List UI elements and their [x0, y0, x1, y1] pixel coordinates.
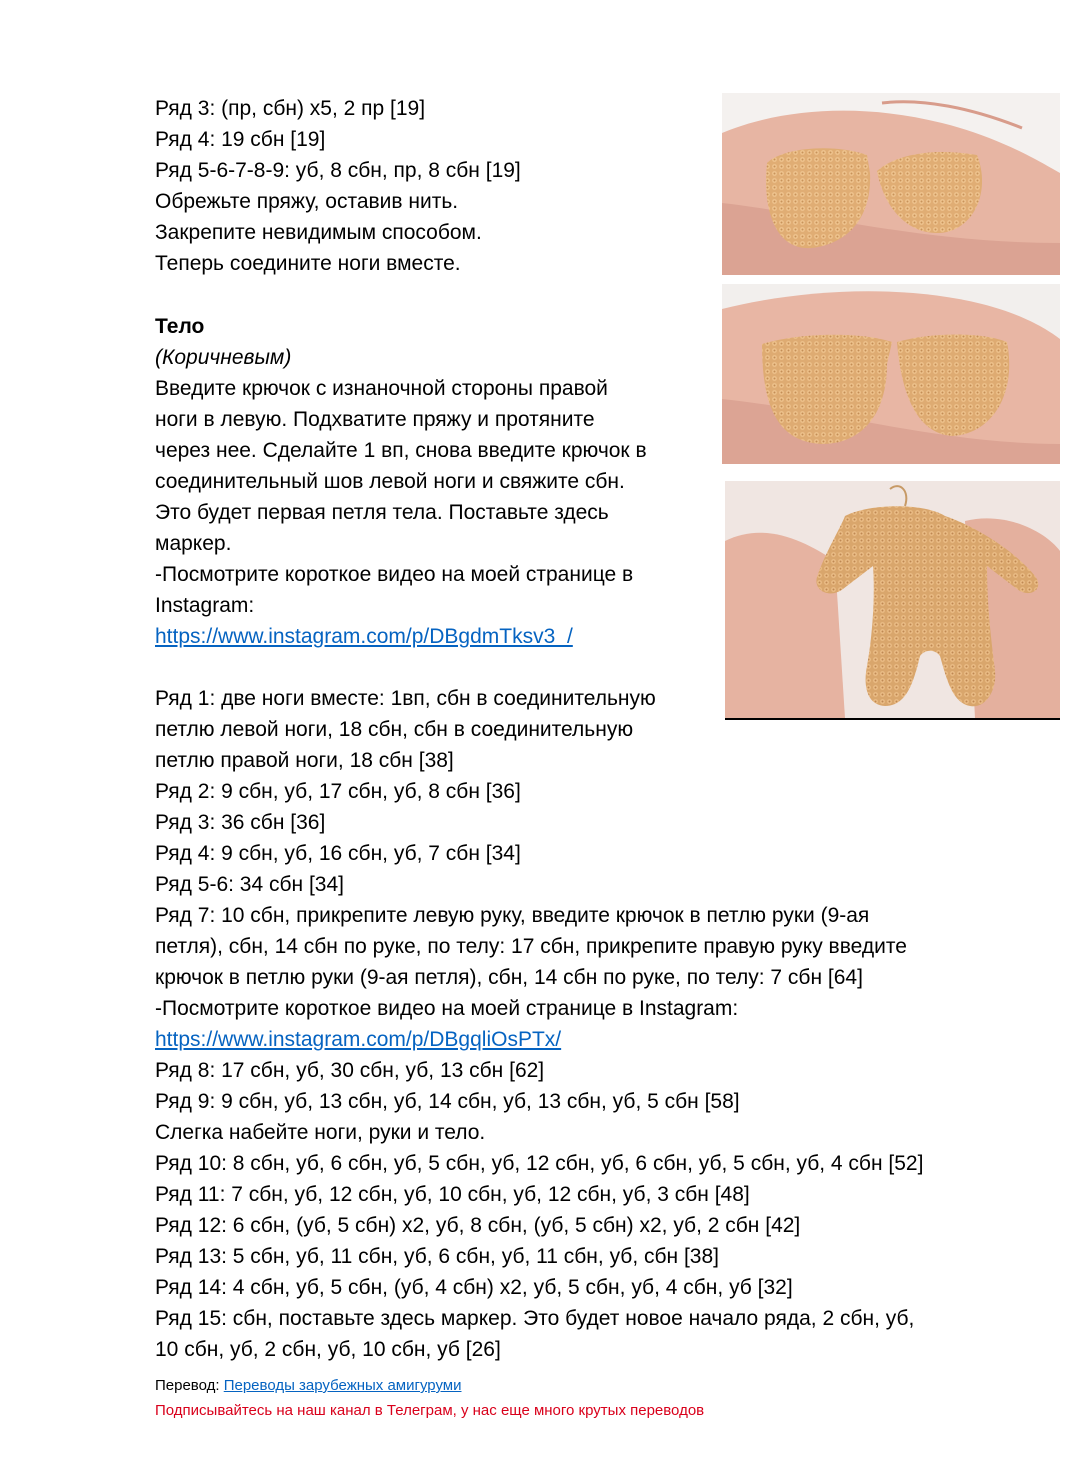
text-line: Ряд 7: 10 сбн, прикрепите левую руку, введите крючок в петлю руки (9-ая — [155, 904, 870, 927]
text-line: маркер. — [155, 532, 232, 555]
section-subtitle: (Коричневым) — [155, 346, 292, 369]
text-line: Ряд 4: 19 сбн [19] — [155, 128, 326, 151]
text-line: Ряд 2: 9 сбн, уб, 17 сбн, уб, 8 сбн [36] — [155, 780, 521, 803]
text-line: петлю правой ноги, 18 сбн [38] — [155, 749, 454, 772]
instagram-link-1[interactable]: https://www.instagram.com/p/DBgdmTksv3_/ — [155, 625, 573, 648]
photo-legs-top — [722, 93, 1060, 275]
text-line: Слегка набейте ноги, руки и тело. — [155, 1121, 486, 1144]
text-line: Ряд 3: (пр, сбн) х5, 2 пр [19] — [155, 97, 426, 120]
instagram-link-2[interactable]: https://www.instagram.com/p/DBgqliOsPTx/ — [155, 1028, 562, 1051]
translation-credit — [155, 1375, 462, 1397]
text-line: петля), сбн, 14 сбн по руке, по телу: 17 сбн, прикрепите правую руку введите — [155, 935, 907, 958]
text-line: Ряд 9: 9 сбн, уб, 13 сбн, уб, 14 сбн, уб, 13 сбн, уб, 5 сбн [58] — [155, 1090, 740, 1113]
text-line: Ряд 14: 4 сбн, уб, 5 сбн, (уб, 4 сбн) х2, уб, 5 сбн, уб, 4 сбн, уб [32] — [155, 1276, 793, 1299]
text-line: -Посмотрите короткое видео на моей странице в — [155, 563, 634, 586]
text-line: Теперь соедините ноги вместе. — [155, 252, 461, 275]
text-line: крючок в петлю руки (9-ая петля), сбн, 14 сбн по руке, по телу: 7 сбн [64] — [155, 966, 863, 989]
text-line: Ряд 8: 17 сбн, уб, 30 сбн, уб, 13 сбн [62] — [155, 1059, 545, 1082]
text-line: Ряд 10: 8 сбн, уб, 6 сбн, уб, 5 сбн, уб, 12 сбн, уб, 6 сбн, уб, 5 сбн, уб, 4 сбн [52] — [155, 1152, 924, 1175]
text-line: Ряд 1: две ноги вместе: 1вп, сбн в соединительную — [155, 687, 656, 710]
photo-legs-joined — [722, 284, 1060, 464]
translation-link[interactable]: Переводы зарубежных амигуруми — [223, 1377, 462, 1394]
text-line: Ряд 5-6: 34 сбн [34] — [155, 873, 344, 896]
text-line: 10 сбн, уб, 2 сбн, уб, 10 сбн, уб [26] — [155, 1338, 501, 1361]
text-line: Ряд 4: 9 сбн, уб, 16 сбн, уб, 7 сбн [34] — [155, 842, 521, 865]
translation-label: Перевод: — [155, 1377, 220, 1394]
text-line: Ряд 15: сбн, поставьте здесь маркер. Это будет новое начало ряда, 2 сбн, уб, — [155, 1307, 915, 1330]
text-line: петлю левой ноги, 18 сбн, сбн в соединительную — [155, 718, 634, 741]
text-line: -Посмотрите короткое видео на моей странице в Instagram: — [155, 997, 739, 1020]
text-line: Обрежьте пряжу, оставив нить. — [155, 190, 459, 213]
text-line: Это будет первая петля тела. Поставьте здесь — [155, 501, 609, 524]
text-line: Ряд 3: 36 сбн [36] — [155, 811, 326, 834]
text-line: соединительный шов левой ноги и свяжите сбн. — [155, 470, 625, 493]
text-line: Ряд 12: 6 сбн, (уб, 5 сбн) х2, уб, 8 сбн, (уб, 5 сбн) х2, уб, 2 сбн [42] — [155, 1214, 801, 1237]
text-line: через нее. Сделайте 1 вп, снова введите крючок в — [155, 439, 647, 462]
text-line: ноги в левую. Подхватите пряжу и протяните — [155, 408, 595, 431]
text-line: Ряд 11: 7 сбн, уб, 12 сбн, уб, 10 сбн, уб, 12 сбн, уб, 3 сбн [48] — [155, 1183, 750, 1206]
section-title: Тело — [155, 315, 205, 338]
subscribe-text: Подписывайтесь на наш канал в Телеграм, у нас еще много крутых переводов — [155, 1402, 705, 1419]
text-line: Закрепите невидимым способом. — [155, 221, 482, 244]
text-line: Ряд 13: 5 сбн, уб, 11 сбн, уб, 6 сбн, уб, 11 сбн, уб, сбн [38] — [155, 1245, 719, 1268]
text-line: Ряд 5-6-7-8-9: уб, 8 сбн, пр, 8 сбн [19] — [155, 159, 521, 182]
text-line: Instagram: — [155, 594, 255, 617]
text-line: Введите крючок с изнаночной стороны правой — [155, 377, 608, 400]
photo-body — [725, 481, 1060, 720]
